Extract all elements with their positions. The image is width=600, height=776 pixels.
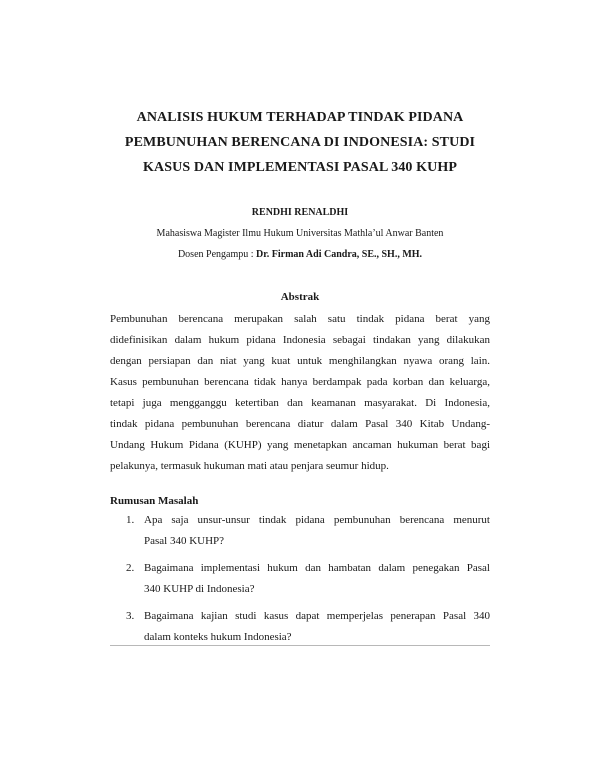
title-line: ANALISIS HUKUM TERHADAP TINDAK PIDANA <box>136 110 464 125</box>
abstract-line: Kasus pembunuhan berencana tidak hanya berdampak pada korban dan keluarga, <box>110 376 490 388</box>
rumusan-masalah-heading: Rumusan Masalah <box>110 495 199 507</box>
paper-title <box>100 105 500 180</box>
abstract-line: Pembunuhan berencana merupakan salah satu tindak pidana berat yang <box>110 313 490 325</box>
list-item-line: Bagaimana kajian studi kasus dapat memperjelas penerapan Pasal 340 <box>144 610 490 622</box>
author-affiliation: Mahasiswa Magister Ilmu Hukum Universitas Mathla’ul Anwar Banten <box>156 228 444 239</box>
title-line: KASUS DAN IMPLEMENTASI PASAL 340 KUHP <box>143 160 457 175</box>
horizontal-divider <box>110 645 490 646</box>
advisor-name: Dr. Firman Adi Candra, SE., SH., MH. <box>256 249 423 260</box>
abstract-line: tindak pidana pembunuhan berencana diatur dalam Pasal 340 Kitab Undang- <box>110 418 490 430</box>
abstract-line: Undang Hukum Pidana (KUHP) yang menetapkan ancaman hukuman berat bagi <box>110 439 490 451</box>
abstract-line: dengan persiapan dan niat yang kuat untuk menghilangkan nyawa orang lain. <box>110 355 490 367</box>
list-item-line: Apa saja unsur-unsur tindak pidana pembunuhan berencana menurut <box>144 514 490 526</box>
list-item-line: 340 KUHP di Indonesia? <box>144 583 255 595</box>
list-number: 3. <box>126 610 135 622</box>
list-item <box>110 510 490 552</box>
list-item-line: Pasal 340 KUHP? <box>144 535 225 547</box>
list-item-line: Bagaimana implementasi hukum dan hambatan dalam penegakan Pasal <box>144 562 490 574</box>
list-number: 1. <box>126 514 135 526</box>
list-item <box>110 558 490 600</box>
title-line: PEMBUNUHAN BERENCANA DI INDONESIA: STUDI <box>124 135 476 150</box>
abstract-heading: Abstrak <box>280 291 320 303</box>
rumusan-masalah-list <box>110 510 490 654</box>
advisor-label: Dosen Pengampu : <box>177 249 254 260</box>
advisor-line <box>0 248 600 262</box>
abstract-line: didefinisikan dalam hukum pidana Indonesia sebagai tindakan yang dilakukan <box>110 334 490 346</box>
author-name: RENDHI RENALDHI <box>251 207 349 218</box>
abstract-line: pelakunya, termasuk hukuman mati atau penjara seumur hidup. <box>110 460 389 472</box>
list-item-line: dalam konteks hukum Indonesia? <box>144 631 292 643</box>
abstract-body <box>110 309 490 477</box>
list-item <box>110 606 490 648</box>
abstract-line: tetapi juga mengganggu ketertiban dan keamanan masyarakat. Di Indonesia, <box>110 397 490 409</box>
list-number: 2. <box>126 562 135 574</box>
